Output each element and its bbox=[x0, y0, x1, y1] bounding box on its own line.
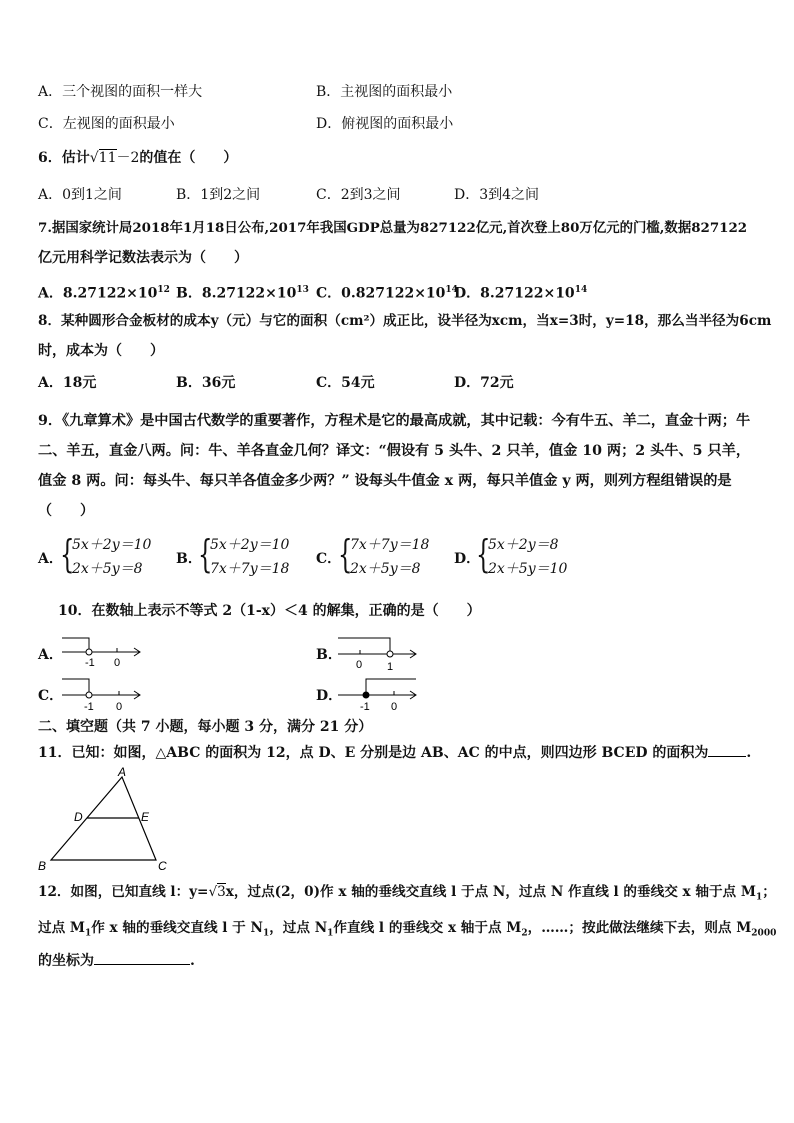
answer-blank bbox=[94, 950, 190, 965]
q7-stem-line2: 亿元用科学记数法表示为（ ） bbox=[38, 250, 248, 266]
open-dot bbox=[387, 651, 393, 657]
q10-option-c-number-line bbox=[60, 675, 142, 713]
q9-option-d-brace: { bbox=[476, 532, 491, 576]
q6-option-c: C．2到3之间 bbox=[316, 187, 401, 203]
q9-option-d-eq1: 5x＋2y＝8 bbox=[488, 537, 559, 553]
solution-ray bbox=[62, 638, 89, 652]
q7-option-c: C．$0.827122\times 10^{14}$ bbox=[316, 285, 458, 302]
q8-option-b: B．36元 bbox=[176, 375, 236, 391]
solution-ray bbox=[366, 679, 416, 695]
q5-option-a: A．三个视图的面积一样大 bbox=[38, 84, 203, 100]
q8-option-d: D．72元 bbox=[454, 375, 514, 391]
open-dot bbox=[86, 692, 92, 698]
q8-option-c: C．54元 bbox=[316, 375, 375, 391]
q8-stem-line2: 时，成本为（ ） bbox=[38, 343, 164, 359]
q6-stem: 6．估计√11－2的值在（ ） bbox=[38, 150, 238, 166]
q7-option-d: D．$8.27122\times 10^{14}$ bbox=[454, 285, 588, 302]
tick-label: -1 bbox=[84, 701, 94, 713]
q9-option-b-eq2: 7x＋7y＝18 bbox=[210, 561, 290, 577]
q12-stem-line1: 12．如图，已知直线 l：y=√3x，过点(2，0)作 x 轴的垂线交直线 l 于点 N，过点 N 作直线 l 的垂线交 x 轴于点 $M_1$； bbox=[38, 884, 776, 903]
q9-option-b-brace: { bbox=[198, 532, 213, 576]
q11-triangle-figure bbox=[36, 764, 176, 874]
open-dot bbox=[86, 649, 92, 655]
q10-option-b-label: B． bbox=[316, 647, 342, 663]
vertex-label-a: A bbox=[118, 765, 127, 779]
q10-option-a-label: A． bbox=[38, 647, 63, 663]
sqrt-symbol: √ bbox=[208, 884, 218, 900]
q9-stem-line4: （ ） bbox=[38, 503, 94, 519]
q8-option-a: A．18元 bbox=[38, 375, 97, 391]
q9-option-d-eq2: 2x＋5y＝10 bbox=[488, 561, 568, 577]
q12-stem-line3: 的坐标为 . bbox=[38, 950, 195, 971]
q10-stem: 10．在数轴上表示不等式 2（1-x）＜4 的解集，正确的是（ ） bbox=[58, 603, 481, 619]
q6-option-d: D．3到4之间 bbox=[454, 187, 540, 203]
q9-option-a-brace: { bbox=[60, 532, 75, 576]
q9-stem-line3: 值金 8 两。问：每头牛、每只羊各值金多少两？” 设每头牛值金 x 两，每只羊值金 y 两，则列方程组错误的是 bbox=[38, 473, 732, 489]
q9-option-c-brace: { bbox=[338, 532, 353, 576]
q7-option-a: A．$8.27122\times 10^{12}$ bbox=[38, 285, 170, 302]
vertex-label-c: C bbox=[158, 859, 167, 873]
q10-option-d-label: D． bbox=[316, 688, 343, 704]
q9-option-a-label: A． bbox=[38, 551, 63, 567]
tick-label: -1 bbox=[85, 657, 95, 668]
solution-ray bbox=[338, 638, 390, 654]
q9-option-c-eq2: 2x＋5y＝8 bbox=[350, 561, 421, 577]
q7-option-b: B．$8.27122\times 10^{13}$ bbox=[176, 285, 309, 302]
tick-label: 0 bbox=[391, 701, 398, 713]
tick-label: 1 bbox=[387, 661, 394, 672]
solution-ray bbox=[62, 679, 89, 695]
tick-label: 0 bbox=[114, 657, 121, 668]
q6-option-a: A．0到1之间 bbox=[38, 187, 122, 203]
closed-dot bbox=[363, 692, 369, 698]
q12-stem-line2: 过点 $M_1$作 x 轴的垂线交直线 l 于 $N_1$，过点 $N_1$作直线 l 的垂线交 x 轴于点 $M_2$，……；按此做法继续下去，则点 $M_{2000}$ bbox=[38, 920, 777, 939]
vertex-label-d: D bbox=[74, 810, 83, 824]
q8-stem-line1: 8．某种圆形合金板材的成本y（元）与它的面积（cm²）成正比，设半径为xcm，当x=3时，y=18，那么当半径为6cm bbox=[38, 313, 772, 329]
q9-option-b-eq1: 5x＋2y＝10 bbox=[210, 537, 290, 553]
q9-option-c-eq1: 7x＋7y＝18 bbox=[350, 537, 430, 553]
q9-option-c-label: C． bbox=[316, 551, 342, 567]
answer-blank bbox=[708, 742, 746, 757]
q9-option-b-label: B． bbox=[176, 551, 202, 567]
q9-option-a-eq2: 2x＋5y＝8 bbox=[72, 561, 143, 577]
q10-option-b-number-line bbox=[336, 634, 418, 672]
q5-option-d: D．俯视图的面积最小 bbox=[316, 116, 454, 132]
q11-stem: 11．已知：如图，△ABC 的面积为 12，点 D、E 分别是边 AB、AC 的中点，则四边形 BCED 的面积为 . bbox=[38, 742, 751, 763]
tick-label: 0 bbox=[116, 701, 123, 713]
vertex-label-b: B bbox=[38, 859, 47, 873]
q6-option-b: B．1到2之间 bbox=[176, 187, 261, 203]
q5-option-b: B．主视图的面积最小 bbox=[316, 84, 453, 100]
q5-option-c: C．左视图的面积最小 bbox=[38, 116, 175, 132]
q7-stem-line1: 7.据国家统计局2018年1月18日公布,2017年我国GDP总量为827122亿元,首次登上80万亿元的门槛,数据827122 bbox=[38, 220, 748, 236]
q10-option-c-label: C． bbox=[38, 688, 64, 704]
section-heading: 二、填空题（共 7 小题，每小题 3 分，满分 21 分） bbox=[38, 719, 373, 735]
tick-label: 0 bbox=[356, 659, 363, 671]
q10-option-a-number-line bbox=[60, 634, 142, 668]
tick-label: -1 bbox=[360, 701, 370, 713]
q9-option-a-eq1: 5x＋2y＝10 bbox=[72, 537, 152, 553]
q10-option-d-number-line bbox=[336, 675, 418, 713]
vertex-label-e: E bbox=[141, 810, 150, 824]
sqrt-symbol: √ bbox=[89, 150, 99, 166]
q9-stem-line1: 9．《九章算术》是中国古代数学的重要著作，方程术是它的最高成就，其中记载：今有牛五、羊二，直金十两；牛 bbox=[38, 413, 751, 429]
q9-option-d-label: D． bbox=[454, 551, 481, 567]
q9-stem-line2: 二、羊五，直金八两。问：牛、羊各直金几何？译文：“假设有 5 头牛、2 只羊，值金 10 两；2 头牛、5 只羊， bbox=[38, 443, 751, 459]
